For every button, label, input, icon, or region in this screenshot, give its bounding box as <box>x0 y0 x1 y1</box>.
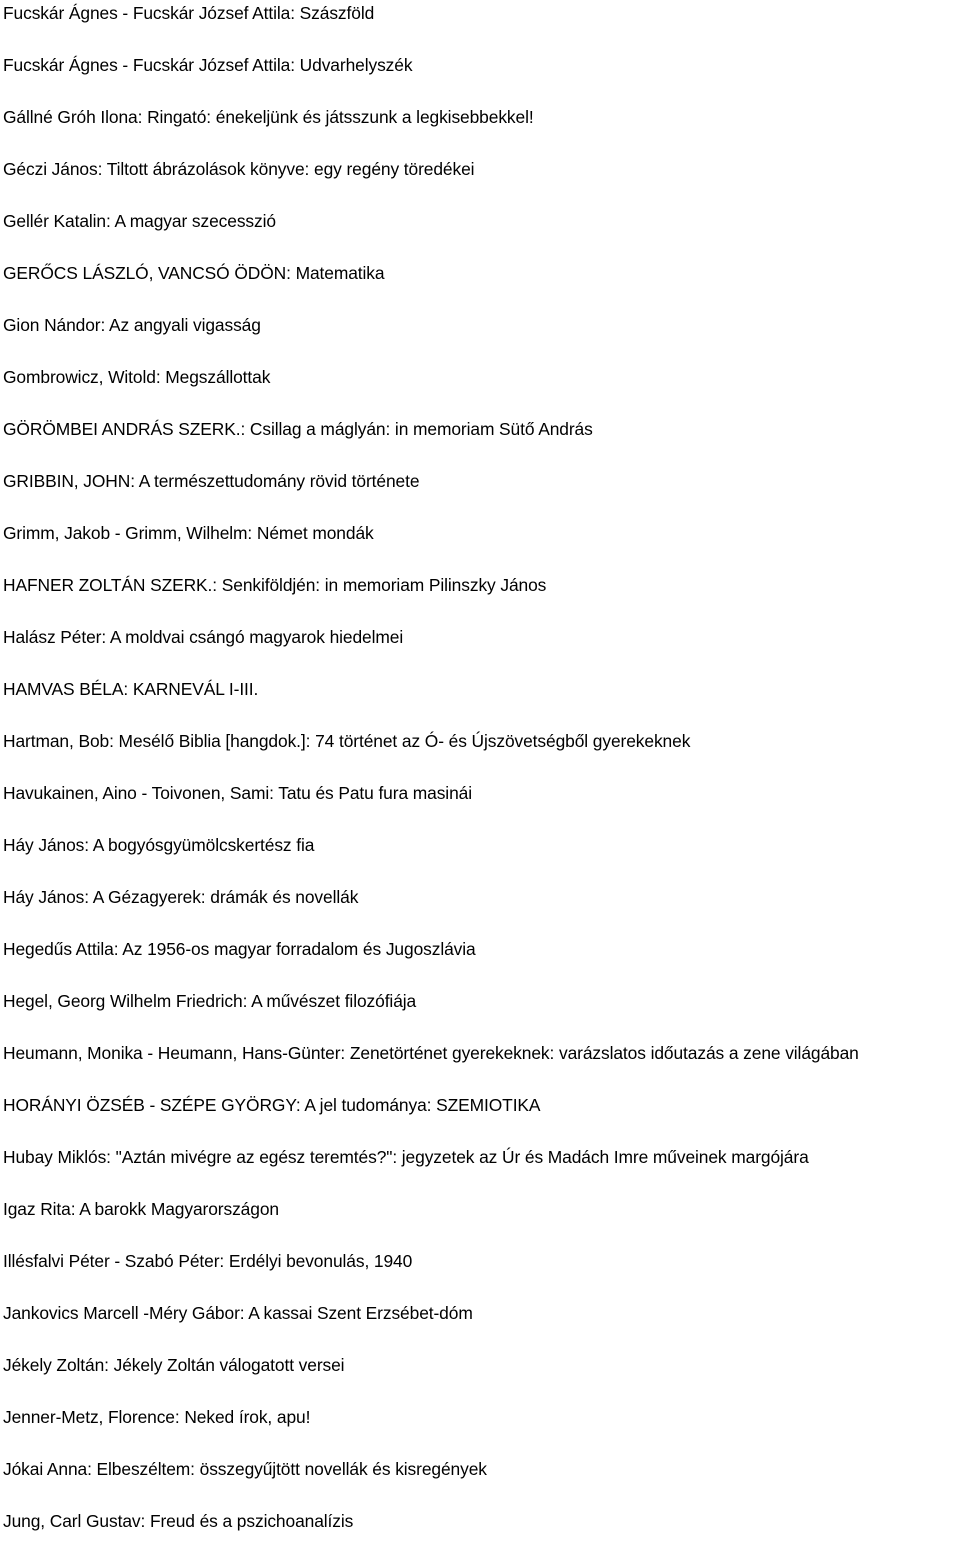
list-item: Gion Nándor: Az angyali vigasság <box>3 315 261 335</box>
book-list <box>3 0 960 1560</box>
list-item: GÖRÖMBEI ANDRÁS SZERK.: Csillag a máglyán: in memoriam Sütő András <box>3 419 593 439</box>
list-item: GRIBBIN, JOHN: A természettudomány rövid története <box>3 471 420 491</box>
list-item: Fucskár Ágnes - Fucskár József Attila: Udvarhelyszék <box>3 55 413 75</box>
list-item: Géczi János: Tiltott ábrázolások könyve: egy regény töredékei <box>3 159 475 179</box>
list-item: Gállné Gróh Ilona: Ringató: énekeljünk és játsszunk a legkisebbekkel! <box>3 107 534 127</box>
list-item: Háy János: A Gézagyerek: drámák és novellák <box>3 887 359 907</box>
list-item: HAMVAS BÉLA: KARNEVÁL I-III. <box>3 679 259 699</box>
list-item: HORÁNYI ÖZSÉB - SZÉPE GYÖRGY: A jel tudománya: SZEMIOTIKA <box>3 1095 541 1115</box>
list-item: Grimm, Jakob - Grimm, Wilhelm: Német mondák <box>3 523 374 543</box>
list-item: Háy János: A bogyósgyümölcskertész fia <box>3 835 315 855</box>
list-item: Hubay Miklós: "Aztán mivégre az egész teremtés?": jegyzetek az Úr és Madách Imre műveinek margójára <box>3 1147 809 1167</box>
list-item: Igaz Rita: A barokk Magyarországon <box>3 1199 279 1219</box>
list-item: Gellér Katalin: A magyar szecesszió <box>3 211 276 231</box>
list-item: Jékely Zoltán: Jékely Zoltán válogatott versei <box>3 1355 345 1375</box>
list-item: Jankovics Marcell -Méry Gábor: A kassai Szent Erzsébet-dóm <box>3 1303 473 1323</box>
list-item: Heumann, Monika - Heumann, Hans-Günter: Zenetörténet gyerekeknek: varázslatos időutazás a zene világában <box>3 1043 859 1063</box>
list-item: Jung, Carl Gustav: Freud és a pszichoanalízis <box>3 1511 354 1531</box>
list-item: Fucskár Ágnes - Fucskár József Attila: Szászföld <box>3 3 375 23</box>
list-item: Gombrowicz, Witold: Megszállottak <box>3 367 271 387</box>
list-item: Jenner-Metz, Florence: Neked írok, apu! <box>3 1407 311 1427</box>
list-item: Hegel, Georg Wilhelm Friedrich: A művészet filozófiája <box>3 991 417 1011</box>
list-item: Havukainen, Aino - Toivonen, Sami: Tatu és Patu fura masinái <box>3 783 472 803</box>
list-item: Jókai Anna: Elbeszéltem: összegyűjtött novellák és kisregények <box>3 1459 487 1479</box>
list-item: Hartman, Bob: Mesélő Biblia [hangdok.]: 74 történet az Ó- és Újszövetségből gyerekeknek <box>3 731 691 751</box>
list-item: GERŐCS LÁSZLÓ, VANCSÓ ÖDÖN: Matematika <box>3 263 385 283</box>
list-item: Hegedűs Attila: Az 1956-os magyar forradalom és Jugoszlávia <box>3 939 476 959</box>
list-item: Halász Péter: A moldvai csángó magyarok hiedelmei <box>3 627 404 647</box>
list-item: Illésfalvi Péter - Szabó Péter: Erdélyi bevonulás, 1940 <box>3 1251 413 1271</box>
list-item: HAFNER ZOLTÁN SZERK.: Senkiföldjén: in memoriam Pilinszky János <box>3 575 547 595</box>
